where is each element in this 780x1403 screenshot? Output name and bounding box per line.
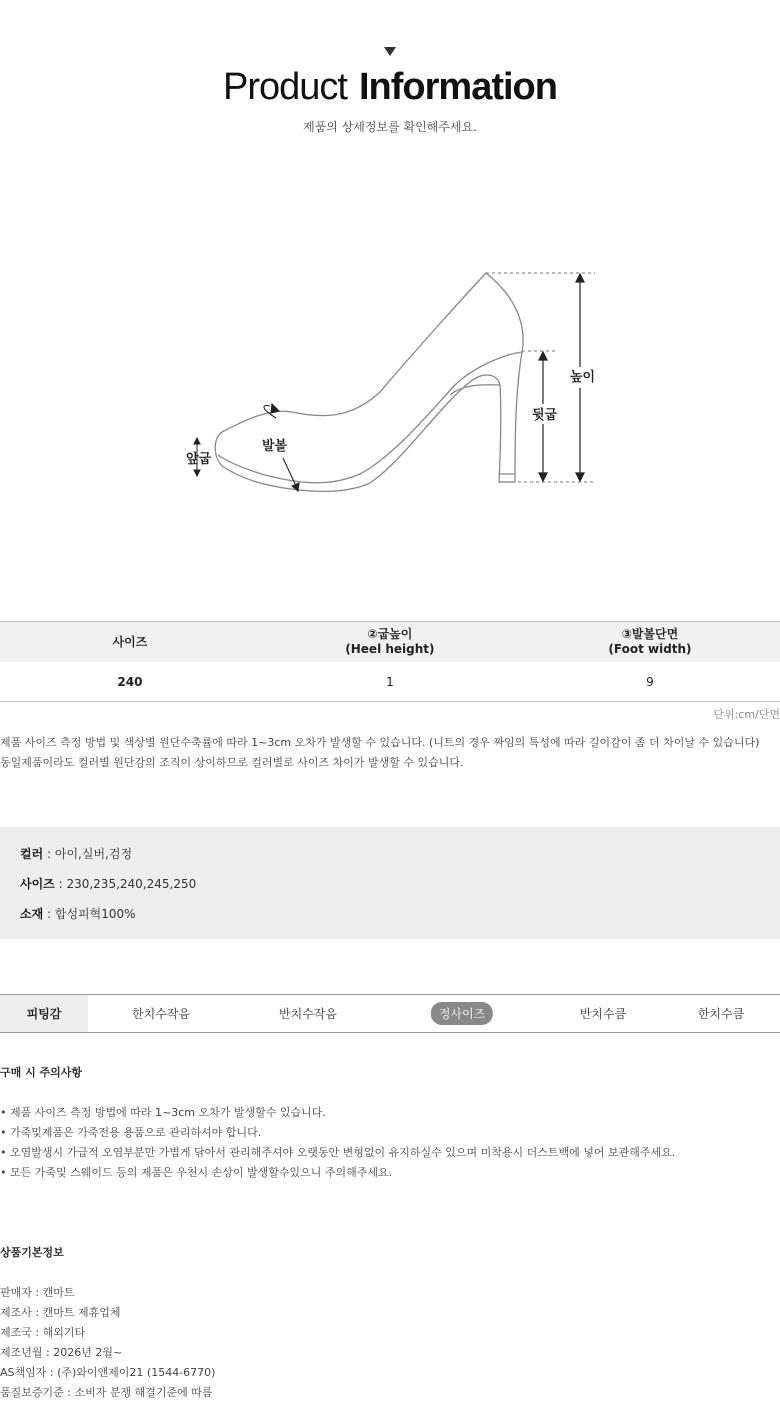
info-color: 컬러 : 아이,실버,검정 <box>20 847 133 861</box>
fit-option-one-size-large: 한치수큼 <box>697 1007 745 1021</box>
info-material: 소재 : 합성피혁100% <box>20 907 136 921</box>
fit-option-one-size-small: 한치수작음 <box>132 1007 190 1021</box>
cell-foot-width: 9 <box>520 662 780 702</box>
title-light: Product <box>223 66 347 108</box>
header-heel-height: ②굽높이 (Heel height) <box>260 622 520 663</box>
basic-info-item: 제조국 : 해외기타 <box>0 1326 86 1339</box>
unit-label: 단위:cm/단면 <box>713 708 780 721</box>
shoe-upper <box>215 273 523 491</box>
fit-option-true-to-size: 정사이즈 <box>431 995 493 1032</box>
page-title <box>0 66 780 109</box>
size-note-1: 제품 사이즈 측정 방법 및 색상별 원단수축률에 따라 1~3cm 오차가 발생할 수 있습니다. (니트의 경우 짜임의 특성에 따라 길이감이 좀 더 차이날 수 있습니다) <box>0 736 760 749</box>
caution-item: • 가죽및제품은 가죽전용 용품으로 관리하셔야 합니다. <box>0 1126 262 1139</box>
basic-info-item: 품질보증기준 : 소비자 분쟁 해결기준에 따름 <box>0 1386 213 1399</box>
size-table <box>0 621 780 702</box>
label-heel: 뒷굽 <box>532 408 558 423</box>
fitting-bar <box>0 994 780 1033</box>
basic-info-title: 상품기본정보 <box>0 1246 64 1259</box>
info-size: 사이즈 : 230,235,240,245,250 <box>20 877 197 891</box>
basic-info-item: 판매자 : 캔마트 <box>0 1286 75 1299</box>
table-row <box>0 662 780 702</box>
page-subtitle: 제품의 상세정보를 확인해주세요. <box>303 120 477 134</box>
header-size: 사이즈 <box>0 622 260 663</box>
title-bold: Information <box>358 66 557 108</box>
label-height: 높이 <box>570 370 596 385</box>
product-info-box <box>0 827 780 939</box>
fit-option-half-size-large: 반치수큼 <box>579 1007 627 1021</box>
basic-info-item: 제조사 : 캔마트 제휴업체 <box>0 1306 121 1319</box>
caution-item: • 모든 가죽및 스웨이드 등의 제품은 우천시 손상이 발생할수있으니 주의해주세요. <box>0 1166 393 1179</box>
shoe-inner-line <box>218 352 522 483</box>
caution-title: 구매 시 주의사항 <box>0 1066 83 1079</box>
shoe-outline <box>215 273 523 491</box>
basic-info-item: 제조년월 : 2026년 2월~ <box>0 1346 123 1359</box>
label-front-heel: 앞굽 <box>186 452 212 467</box>
fit-option-half-size-small: 반치수작음 <box>279 1007 337 1021</box>
label-ball: 발볼 <box>262 439 288 454</box>
caution-item: • 제품 사이즈 측정 방법에 따라 1~3cm 오차가 발생할수 있습니다. <box>0 1106 326 1119</box>
basic-info-item: AS책임자 : (주)와이앤제이21 (1544-6770) <box>0 1366 216 1379</box>
down-arrow-icon <box>384 47 396 56</box>
cell-heel-height: 1 <box>260 662 520 702</box>
shoe-measurement-diagram <box>0 250 780 520</box>
header-foot-width: ③발볼단면 (Foot width) <box>520 622 780 663</box>
cell-size: 240 <box>0 662 260 702</box>
size-table-header <box>0 622 780 663</box>
fitting-header: 피팅감 <box>0 995 88 1032</box>
size-note-2: 동일제품이라도 컬러별 원단감의 조직이 상이하므로 컬러별로 사이즈 차이가 발생할 수 있습니다. <box>0 756 464 769</box>
caution-item: • 오염발생시 가급적 오염부분만 가볍게 닦아서 관리해주셔야 오랫동안 변형없이 유지하실수 있으며 미착용시 더스트백에 넣어 보관해주세요. <box>0 1146 676 1159</box>
